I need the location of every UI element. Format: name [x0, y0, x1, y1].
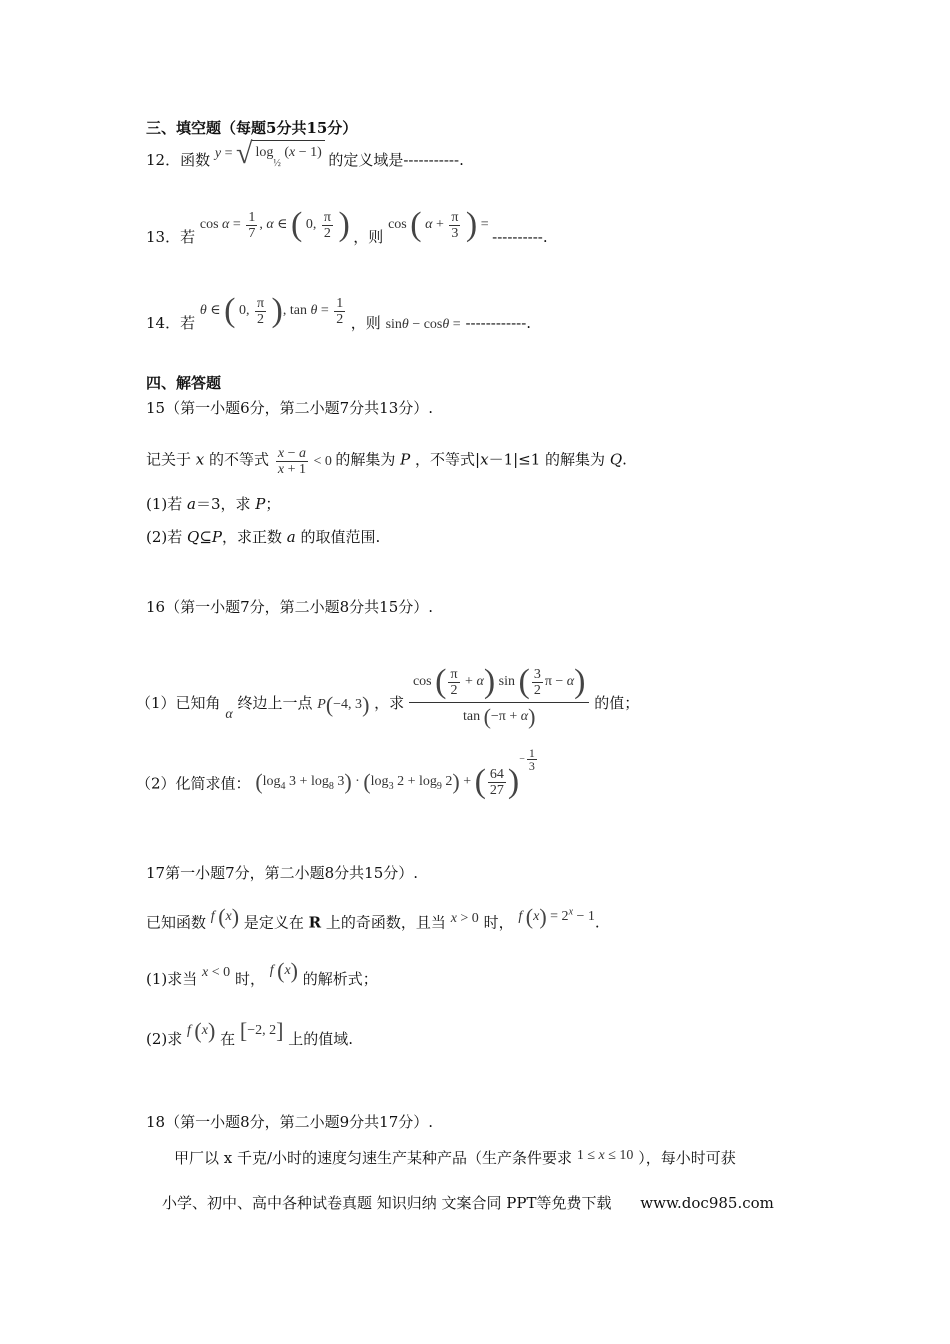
q16-fraction: cos ( $\frac{\pi}{2}$ + α) sin ( $\frac{3}{2}$ π − α) tan (−π + α) — [409, 665, 590, 727]
q15-var-x: x — [195, 450, 205, 469]
q15-stem — [146, 446, 627, 477]
q16-p2-text-a: （2）化简求值： — [136, 774, 251, 793]
q14-condition: θ ∈ ( 0, $\frac{\pi}{2}$ ), tan θ = $\frac{1}{2}$ — [199, 292, 344, 329]
q15-part-2 — [146, 527, 380, 547]
q17-stem-text-a: 已知函数 — [146, 913, 207, 932]
question-14 — [146, 292, 532, 342]
q15-inequality: $\frac{x - a}{x + 1}$ < 0 — [277, 446, 336, 477]
q14-label: 14．若 — [146, 314, 196, 333]
q15-stem-text-b: 的不等式 — [209, 450, 270, 469]
q14-expression: sinθ − cosθ = — [385, 317, 461, 333]
q15-p1-text-b: ＝3，求 — [195, 495, 256, 513]
q15-p2-set-q: Q — [187, 528, 200, 546]
q15-p2-text-d: 的取值范围. — [295, 528, 381, 546]
q15-var-x-abs: x — [480, 450, 489, 469]
q12-tail: 的定义域是-----------. — [328, 151, 464, 170]
q15-p2-text-c: ，求正数 — [222, 528, 287, 546]
q17-part-1 — [146, 957, 378, 991]
q17-p2-text-c: 上的值域. — [288, 1030, 353, 1048]
q16-p1-text-a: （1）已知角 — [136, 694, 221, 713]
q15-header: 15（第一小题6分，第二小题7分共13分）. — [146, 399, 434, 417]
q17-p1-text-a: (1)求当 — [146, 970, 198, 988]
q17-interval: [−2, 2] — [239, 1017, 284, 1043]
q15-p1-text-c: ； — [265, 495, 281, 513]
q17-reals: R — [308, 913, 322, 932]
q16-alpha: α — [225, 707, 233, 723]
q15-stem-text-a: 记关于 — [146, 450, 192, 469]
section-three-title: 三、填空题（每题5分共15分） — [146, 119, 358, 137]
q15-p2-var-a: a — [286, 528, 296, 546]
q16-p1-text-d: 的值； — [594, 694, 640, 713]
q17-cond-x-pos: x > 0 — [450, 910, 479, 926]
q15-stem-text-d: ，不等式| — [415, 450, 481, 469]
q15-p1-var-a: a — [187, 495, 196, 513]
q16-p2-expression: ($\log_4$ $3 + \log_8 3) \cdot (\log_3$ $2 + \log_9 2$) + ( $\frac{64}{27}$ )$^{- \frac{1}{3}}$ — [255, 746, 535, 801]
q17-stem-text-b: 是定义在 — [243, 913, 304, 932]
footer-site-link[interactable]: www.doc985.com — [640, 1194, 774, 1212]
q18-stem-text-a: 甲厂以 x 千克/小时的速度匀速生产某种产品（生产条件要求 — [174, 1149, 573, 1167]
q17-part-2 — [146, 1017, 353, 1051]
q18-condition: 1 ≤ x ≤ 10 — [576, 1148, 634, 1163]
q12-formula: y = √ $\log_{\frac{1}{2}} (x - 1)$ — [215, 146, 328, 161]
q13-label: 13．若 — [146, 228, 196, 247]
q17-p2-fx: f (x) — [187, 1017, 216, 1043]
footer-text: 小学、初中、高中各种试卷真题 知识归纳 文案合同 PPT等免费下载 — [162, 1194, 612, 1212]
q17-stem-text-c: 上的奇函数，且当 — [325, 913, 446, 932]
q15-set-p: P — [400, 450, 411, 469]
q17-p1-text-b: 时， — [234, 970, 265, 988]
q12-label: 12．函数 — [146, 151, 211, 170]
q17-stem — [146, 903, 600, 935]
q16-p1-text-c: ，求 — [374, 694, 405, 713]
q17-p1-fx: f (x) — [269, 957, 298, 983]
q18-header: 18（第一小题8分，第二小题9分共17分）. — [146, 1113, 434, 1131]
q17-stem-text-e: . — [594, 913, 600, 932]
q17-p2-text-a: (2)求 — [146, 1030, 183, 1048]
q17-p1-text-c: 的解析式； — [302, 970, 378, 988]
q15-stem-text-e: －1|≤1 的解集为 — [488, 450, 606, 469]
q17-stem-text-d: 时， — [483, 913, 514, 932]
q17-cond-x-neg: x < 0 — [202, 965, 231, 980]
q16-part-2 — [136, 746, 539, 802]
q15-p1-text-a: (1)若 — [146, 495, 188, 513]
q17-fx: f (x) — [210, 903, 240, 929]
q13-condition: cos α = $\frac{1}{7}$ , α ∈ ( 0, $\frac{\pi}{2}$ ) — [199, 206, 350, 243]
q14-tail: ------------. — [465, 314, 532, 333]
q15-stem-text-f: . — [622, 450, 627, 469]
q15-set-q: Q — [609, 450, 623, 469]
q16-point: P(−4, 3) — [317, 691, 370, 717]
q13-tail: ----------. — [492, 228, 548, 247]
q15-part-1 — [146, 494, 280, 514]
q15-p2-subset: ⊆ — [199, 528, 212, 546]
q15-p2-set-p: P — [211, 528, 223, 546]
question-13 — [146, 206, 548, 256]
q13-mid: ，则 — [353, 228, 384, 247]
q16-part-1 — [136, 663, 640, 735]
q15-p1-set-p: P — [255, 495, 266, 513]
footer — [162, 1192, 774, 1213]
q15-p2-text-a: (2)若 — [146, 528, 188, 546]
q18-stem — [174, 1148, 736, 1170]
q18-stem-text-b: ），每小时可获 — [638, 1149, 736, 1167]
q17-p2-text-b: 在 — [220, 1030, 236, 1048]
question-12 — [146, 136, 464, 176]
q13-expression: cos ( α + $\frac{\pi}{3}$ ) = — [388, 206, 493, 243]
q16-p1-text-b: 终边上一点 — [237, 694, 313, 713]
q17-definition: f $(x) = 2^x - 1$ — [518, 903, 595, 929]
q14-mid: ，则 — [350, 314, 381, 333]
section-four-title: 四、解答题 — [146, 374, 222, 392]
q16-header: 16（第一小题7分，第二小题8分共15分）. — [146, 598, 434, 616]
q15-stem-text-c: 的解集为 — [335, 450, 396, 469]
q17-header: 17第一小题7分，第二小题8分共15分）. — [146, 864, 419, 882]
